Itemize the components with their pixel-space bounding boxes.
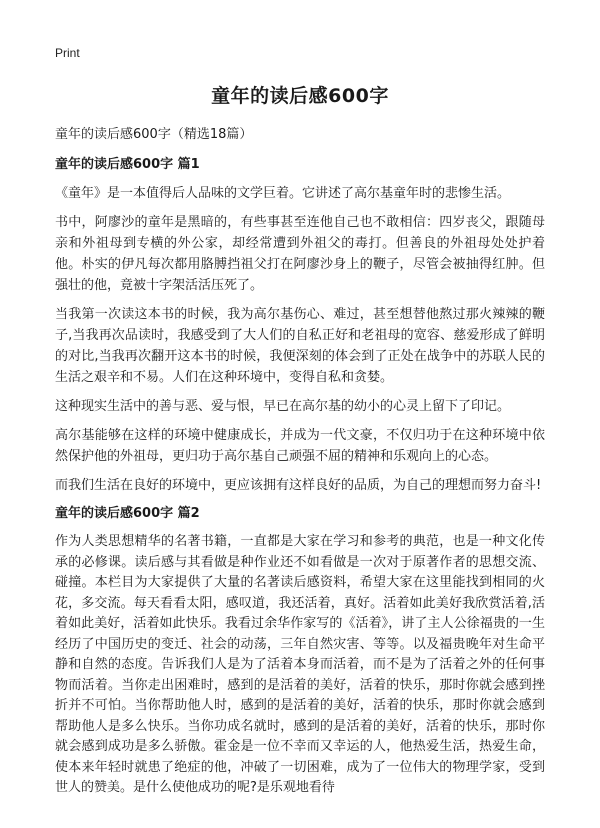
essay-section-1 <box>55 155 545 496</box>
essay-section-2 <box>55 504 545 799</box>
paragraph: 高尔基能够在这样的环境中健康成长，并成为一代文豪，不仅归功于在这种环境中依然保护他的外祖母，更归功于高尔基自己顽强不屈的精神和乐观向上的心态。 <box>55 428 545 464</box>
paragraph: 而我们生活在良好的环境中，更应该拥有这样良好的品质，为自己的理想而努力奋斗! <box>55 478 542 493</box>
page-title: 童年的读后感600字 <box>211 85 389 107</box>
paragraph: 《童年》是一本值得后人品味的文学巨着。它讲述了高尔基童年时的悲惨生活。 <box>55 186 511 201</box>
section-heading: 童年的读后感600字 篇2 <box>55 506 200 521</box>
paragraph: 当我第一次读这本书的时候，我为高尔基伤心、难过，甚至想替他熬过那火辣辣的鞭子,当我再次品读时，我感受到了大人们的自私正好和老祖母的宽容、慈爱形成了鲜明的对比,当我再次翻开这本书的时候，我便深刻的体会到了正处在战争中的苏联人民的生活之艰辛和不易。人们在这种环境中，变得自私和贪婪。 <box>55 307 545 385</box>
paragraph: 作为人类思想精华的名著书籍，一直都是大家在学习和参考的典范，也是一种文化传承的必修课。读后感与其看做是种作业还不如看做是一次对于原著作者的思想交流、碰撞。本栏目为大家提供了大量的名著读后感资料，希望大家在这里能找到相同的火花，多交流。每天看看太阳，感叹道，我还活着，真好。活着如此美好我欣赏活着,活着如此美好，活着如此快乐。我看过余华作家写的《活着》，讲了主人公徐福贵的一生经历了中国历史的变迁、社会的动荡，三年自然灾害、等等。以及福贵晚年对生命平静和自然的态度。告诉我们人是为了活着本身而活着，而不是为了活着之外的任何事物而活着。当你走出困难时，感到的是活着的美好，活着的快乐，那时你就会感到挫折并不可怕。当你帮助他人时，感到的是活着的美好，活着的快乐，那时你就会感到帮助他人是多么快乐。当你功成名就时，感到的是活着的美好，活着的快乐，那时你就会感到成功是多么骄傲。霍金是一位不幸而又幸运的人，他热爱生活，热爱生命，使本来年轻时就患了绝症的他，冲破了一切困难，成为了一位伟大的物理学家，受到世人的赞美。是什么使他成功的呢?是乐观地看待 <box>55 534 545 795</box>
document-subtitle: 童年的读后感600字（精选18篇） <box>55 127 253 142</box>
print-link[interactable]: Print <box>55 46 80 60</box>
paragraph: 这种现实生活中的善与恶、爱与恨，早已在高尔基的幼小的心灵上留下了印记。 <box>55 399 511 414</box>
section-heading: 童年的读后感600字 篇1 <box>55 157 200 172</box>
paragraph: 书中，阿廖沙的童年是黑暗的，有些事甚至连他自己也不敢相信：四岁丧父，跟随母亲和外祖母到专横的外公家，却经常遭到外祖父的毒打。但善良的外祖母处处护着他。朴实的伊凡每次都用胳膊挡祖父打在阿廖沙身上的鞭子，尽管会被抽得红肿。但强壮的他，竟被十字架活活压死了。 <box>55 215 545 293</box>
